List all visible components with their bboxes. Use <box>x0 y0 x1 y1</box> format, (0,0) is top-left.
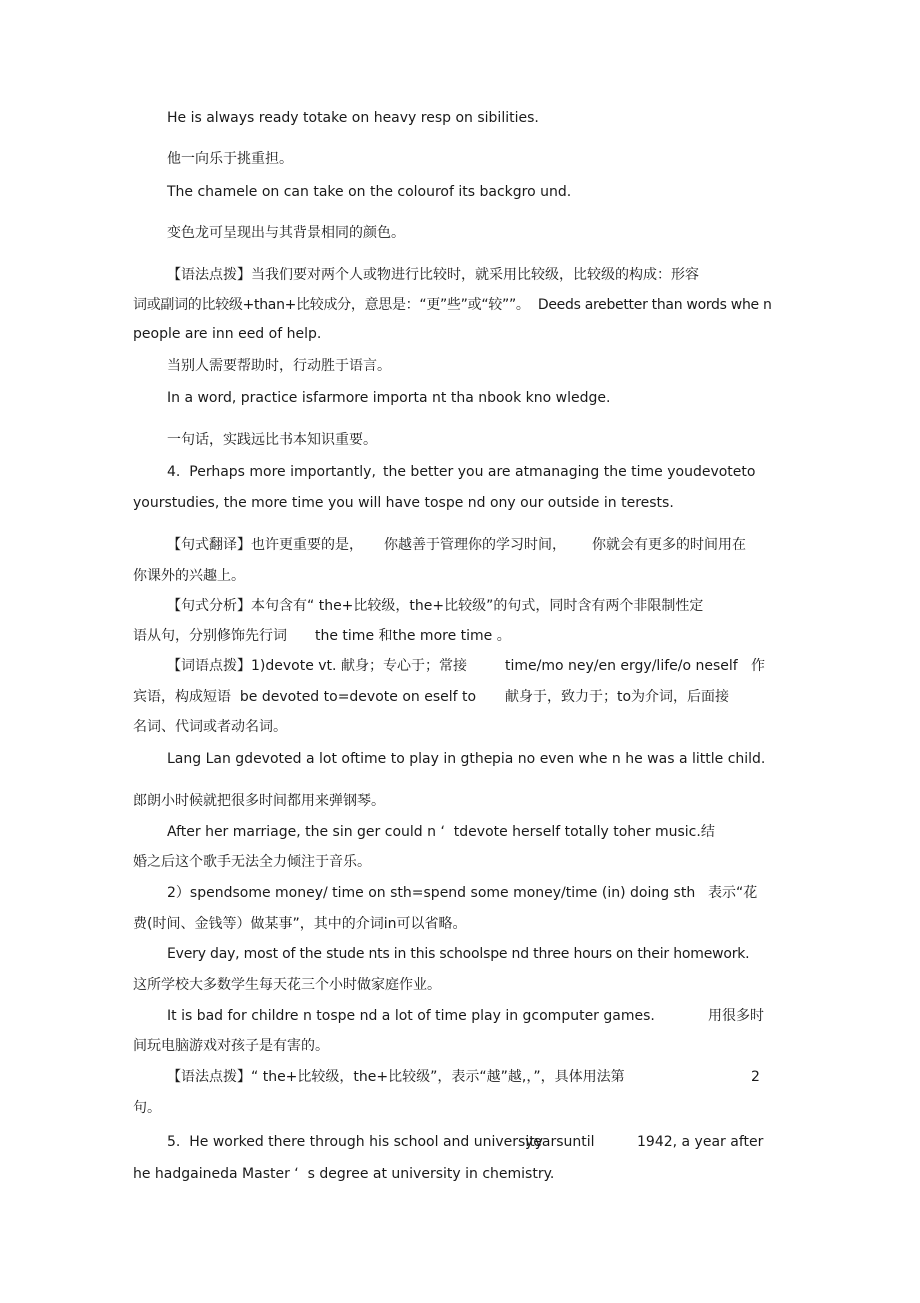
text-line: In a word, practice isfarmore importa nt tha nbook kno wledge. <box>167 390 611 406</box>
text-line: 一句话，实践远比书本知识重要。 <box>167 432 377 448</box>
vocab-tip-part-b: time/mo ney/en ergy/life/o neself <box>505 658 738 674</box>
text-line: yourstudies, the more time you will have tospe nd ony our outside in terests. <box>133 495 674 511</box>
text-line: 他一向乐于挑重担。 <box>167 151 293 167</box>
vocab-line-part-b: 献身于，致力于；to为介词，后面接 <box>505 689 730 705</box>
text-line: 你课外的兴趣上。 <box>133 568 245 584</box>
spend-usage-part-b: 表示“花 <box>708 885 758 901</box>
sentence-5-part-a: 5. He worked there through his school and university <box>167 1134 544 1150</box>
sentence-5-part-b: yearsuntil <box>525 1134 595 1150</box>
text-line: The chamele on can take on the colourof its backgro und. <box>167 184 572 200</box>
example-part-b: pia no even whe n he was a little child. <box>492 751 766 767</box>
text-line: 间玩电脑游戏对孩子是有害的。 <box>133 1038 329 1054</box>
grammar-tip-part-b: 2 <box>751 1069 760 1085</box>
analysis-part-b: the time 和the more time 。 <box>315 628 511 644</box>
example-part-b: 用很多时 <box>708 1008 764 1024</box>
grammar-tip-heading: 【语法点拨】当我们要对两个人或物进行比较时，就采用比较级，比较级的构成：形容 <box>167 267 699 283</box>
text-line: He is always ready totake on heavy resp on sibilities. <box>167 110 539 126</box>
text-line: 句。 <box>133 1100 161 1116</box>
text-line: he hadgaineda Master ‘ s degree at university in chemistry. <box>133 1166 555 1182</box>
text-line: 当别人需要帮助时，行动胜于语言。 <box>167 358 391 374</box>
text-line: Every day, most of the stude nts in this schoolspe nd three hours on their homework. <box>167 946 750 962</box>
text-line: 这所学校大多数学生每天花三个小时做家庭作业。 <box>133 977 441 993</box>
translation-part-c: 你就会有更多的时间用在 <box>592 537 746 553</box>
text-line: 费(时间、金钱等）做某事”，其中的介词in可以省略。 <box>133 916 467 932</box>
translation-part-a: 【句式翻译】也许更重要的是， <box>167 537 363 553</box>
text-line: 名词、代词或者动名词。 <box>133 719 287 735</box>
grammar-tip-part-a: 【语法点拨】“ the+比较级，the+比较级”，表示“越”越,，”，具体用法第 <box>167 1069 625 1085</box>
analysis-part-a: 语从句，分别修饰先行词 <box>133 628 287 644</box>
sentence-5-part-c: 1942, a year after <box>637 1134 764 1150</box>
text-line: 婚之后这个歌手无法全力倾注于音乐。 <box>133 854 371 870</box>
sentence-4-part-a: 4. Perhaps more importantly, <box>167 464 376 480</box>
example-part-a: Lang Lan gdevoted a lot oftime to play in gthe <box>167 751 493 767</box>
sentence-4-part-b: the better you are atmanaging the time youdevoteto <box>383 464 756 480</box>
example-part-a: It is bad for childre n tospe nd a lot of time play in gcomputer games. <box>167 1008 655 1024</box>
vocab-line-part-a: 宾语，构成短语 be devoted to=devote on eself to <box>133 689 477 705</box>
text-line: After her marriage, the sin ger could n ‘ tdevote herself totally toher music.结 <box>167 824 715 840</box>
text-line: people are inn eed of help. <box>133 326 322 342</box>
translation-part-b: 你越善于管理你的学习时间， <box>384 537 566 553</box>
text-line: 变色龙可呈现出与其背景相同的颜色。 <box>167 225 405 241</box>
spend-usage-part-a: 2）spendsome money/ time on sth=spend some money/time (in) doing sth <box>167 885 696 901</box>
analysis-heading: 【句式分析】本句含有“ the+比较级，the+比较级”的句式，同时含有两个非限制性定 <box>167 598 704 614</box>
text-line: 词或副词的比较级+than+比较成分，意思是：“更”些”或“较””。 Deeds arebetter than words whe n <box>133 297 772 313</box>
vocab-tip-part-c: 作 <box>751 658 765 674</box>
text-line: 郎朗小时候就把很多时间都用来弹钢琴。 <box>133 793 385 809</box>
vocab-tip-part-a: 【词语点拨】1)devote vt. 献身；专心于；常接 <box>167 658 467 674</box>
